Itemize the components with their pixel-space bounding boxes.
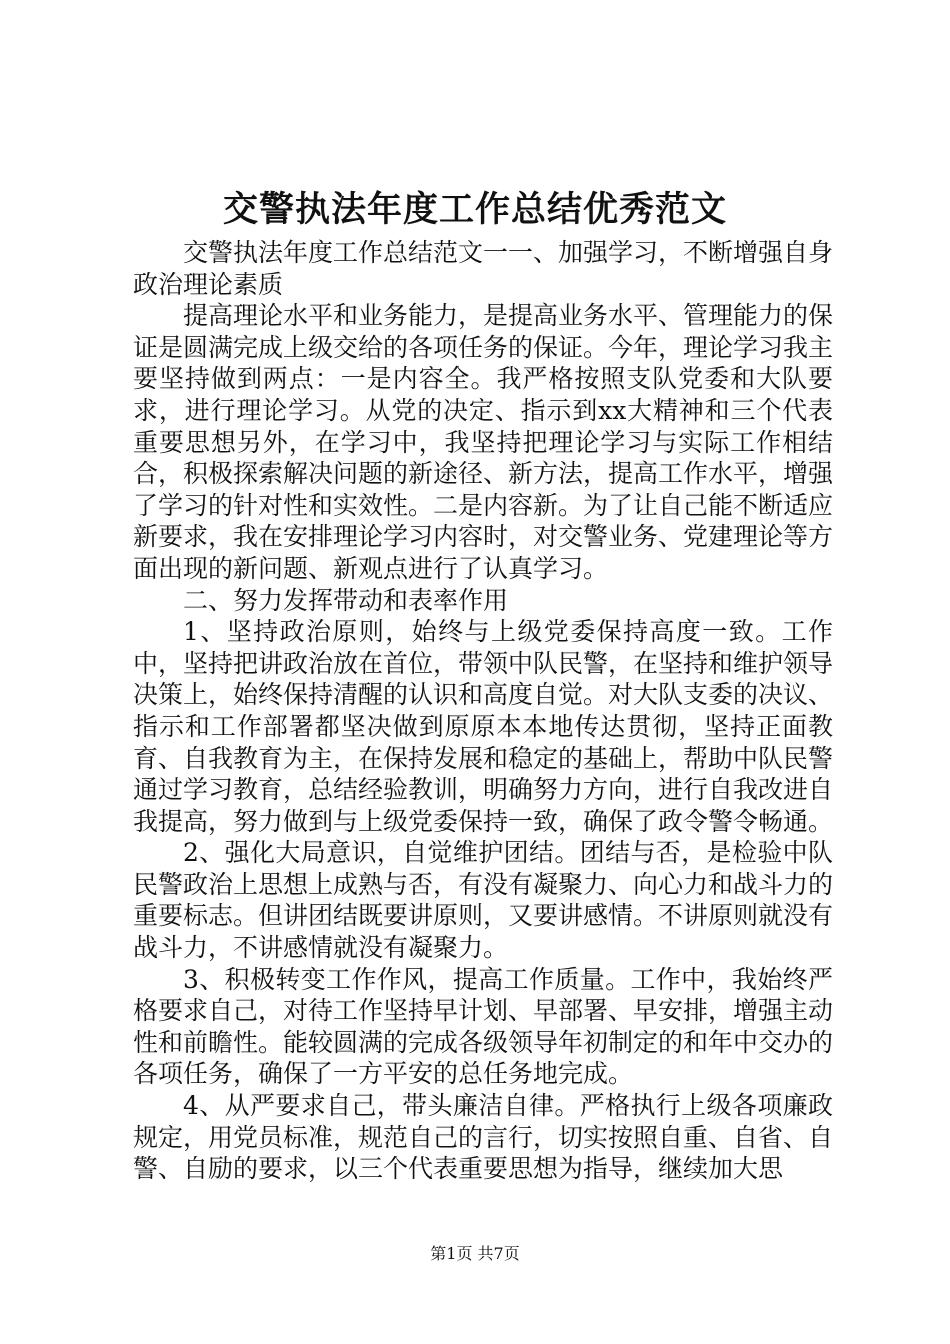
body-paragraph: 交警执法年度工作总结范文一一、加强学习，不断增强自身政治理论素质 [133, 238, 834, 299]
body-paragraph: 3、积极转变工作作风，提高工作质量。工作中，我始终严格要求自己，对待工作坚持早计划、早部署、早安排，增强主动性和前瞻性。能较圆满的完成各级领导年初制定的和年中交办的各项任务，确保了一方平安的总任务地完成。 [133, 964, 834, 1089]
document-body [133, 237, 833, 1185]
section-heading: 二、努力发挥带动和表率作用 [183, 585, 509, 615]
document-title: 交警执法年度工作总结优秀范文 [222, 189, 727, 230]
body-paragraph: 1、坚持政治原则，始终与上级党委保持高度一致。工作中，坚持把讲政治放在首位，带领中队民警，在坚持和维护领导决策上，始终保持清醒的认识和高度自觉。对大队支委的决议、指示和工作部署都坚决做到原原本本地传达贯彻，坚持正面教育、自我教育为主，在保持发展和稳定的基础上，帮助中队民警通过学习教育，总结经验教训，明确努力方向，进行自我改进自我提高，努力做到与上级党委保持一致，确保了政令警令畅通。 [133, 617, 834, 836]
page-number-footer: 第1页 共7页 [430, 1244, 520, 1263]
body-paragraph: 2、强化大局意识，自觉维护团结。团结与否，是检验中队民警政治上思想上成熟与否，有没有凝聚力、向心力和战斗力的重要标志。但讲团结既要讲原则，又要讲感情。不讲原则就没有战斗力，不讲感情就没有凝聚力。 [133, 838, 834, 963]
body-paragraph: 提高理论水平和业务能力，是提高业务水平、管理能力的保证是圆满完成上级交给的各项任务的保证。今年，理论学习我主要坚持做到两点：一是内容全。我严格按照支队党委和大队要求，进行理论学习。从党的决定、指示到xx大精神和三个代表重要思想另外，在学习中，我坚持把理论学习与实际工作相结合，积极探索解决问题的新途径、新方法，提高工作水平，增强了学习的针对性和实效性。二是内容新。为了让自己能不断适应新要求，我在安排理论学习内容时，对交警业务、党建理论等方面出现的新问题、新观点进行了认真学习。 [133, 301, 834, 583]
body-paragraph: 4、从严要求自己，带头廉洁自律。严格执行上级各项廉政规定，用党员标准，规范自己的言行，切实按照自重、自省、自警、自励的要求，以三个代表重要思想为指导，继续加大思 [133, 1091, 834, 1184]
